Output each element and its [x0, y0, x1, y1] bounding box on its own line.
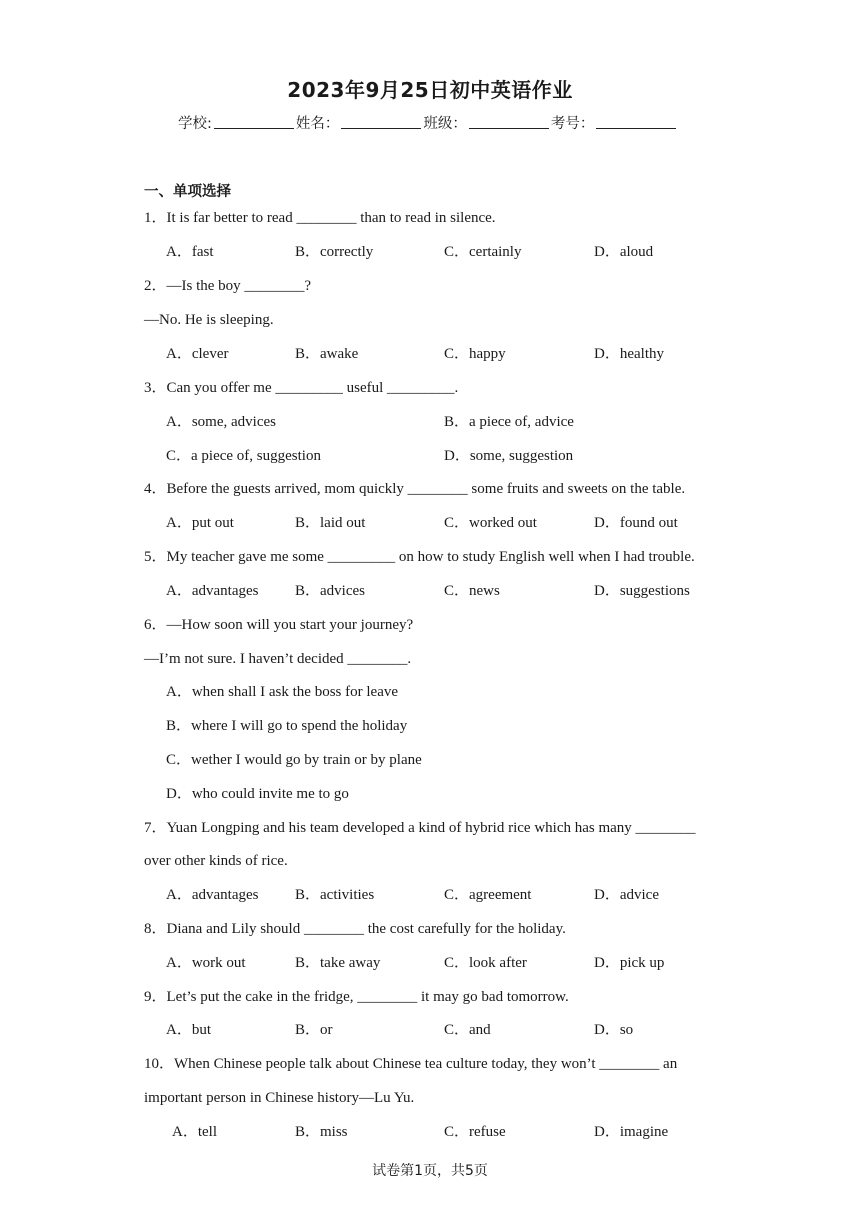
q3-option-b[interactable]: B．a piece of, advice: [444, 414, 574, 430]
question-5-text: 5．My teacher gave me some _________ on how to study English well when I had trouble.: [144, 549, 695, 565]
q2-option-d[interactable]: D．healthy: [594, 346, 664, 362]
q9-option-b[interactable]: B．or: [295, 1022, 333, 1038]
q5-option-d[interactable]: D．suggestions: [594, 583, 690, 599]
school-label: 学校:: [178, 116, 212, 132]
q5-option-a[interactable]: A．advantages: [166, 583, 259, 599]
q9-option-d[interactable]: D．so: [594, 1022, 634, 1038]
question-9-text: 9．Let’s put the cake in the fridge, ________ it may go bad tomorrow.: [144, 989, 569, 1005]
question-7-text: 7．Yuan Longping and his team developed a kind of hybrid rice which has many ________: [144, 820, 696, 836]
name-blank[interactable]: [341, 114, 421, 129]
q9-option-c[interactable]: C．and: [444, 1022, 491, 1038]
page-footer: 试卷第1页，共5页: [372, 1163, 488, 1179]
q10-option-a[interactable]: A．tell: [172, 1124, 217, 1140]
q8-option-c[interactable]: C．look after: [444, 955, 527, 971]
question-3-text: 3．Can you offer me _________ useful _________.: [144, 380, 459, 396]
q10-option-c[interactable]: C．refuse: [444, 1124, 506, 1140]
q6-option-d[interactable]: D．who could invite me to go: [166, 786, 349, 802]
exam-id-label: 考号：: [550, 116, 595, 132]
school-blank[interactable]: [214, 114, 294, 129]
q2-option-b[interactable]: B．awake: [295, 346, 359, 362]
question-1-text: 1．It is far better to read ________ than to read in silence.: [144, 210, 496, 226]
section-title: 一、单项选择: [144, 184, 231, 200]
q1-option-b[interactable]: B．correctly: [295, 244, 374, 260]
q4-option-a[interactable]: A．put out: [166, 515, 234, 531]
page-title: 2023年9月25日初中英语作业: [287, 78, 573, 102]
q4-option-d[interactable]: D．found out: [594, 515, 678, 531]
q4-option-b[interactable]: B．laid out: [295, 515, 366, 531]
question-2-text: 2．—Is the boy ________?: [144, 278, 312, 294]
question-10-text: 10．When Chinese people talk about Chinese tea culture today, they won’t ________ an: [144, 1056, 678, 1072]
question-2-text-line2: —No. He is sleeping.: [144, 312, 274, 328]
q1-option-a[interactable]: A．fast: [166, 244, 214, 260]
name-label: 姓名：: [295, 116, 340, 132]
question-4-text: 4．Before the guests arrived, mom quickly ________ some fruits and sweets on the table.: [144, 481, 686, 497]
q3-option-d[interactable]: D．some, suggestion: [444, 448, 574, 464]
question-10-text-line2: important person in Chinese history—Lu Yu.: [144, 1090, 415, 1106]
q1-option-c[interactable]: C．certainly: [444, 244, 522, 260]
q7-option-a[interactable]: A．advantages: [166, 887, 259, 903]
question-6-text: 6．—How soon will you start your journey?: [144, 617, 414, 633]
q8-option-b[interactable]: B．take away: [295, 955, 381, 971]
q4-option-c[interactable]: C．worked out: [444, 515, 537, 531]
q5-option-b[interactable]: B．advices: [295, 583, 365, 599]
student-info-line: [178, 112, 678, 133]
q8-option-d[interactable]: D．pick up: [594, 955, 665, 971]
q7-option-c[interactable]: C．agreement: [444, 887, 532, 903]
class-label: 班级：: [423, 116, 467, 132]
q3-option-c[interactable]: C．a piece of, suggestion: [166, 448, 321, 464]
question-7-text-line2: over other kinds of rice.: [144, 853, 288, 869]
class-blank[interactable]: [469, 114, 549, 129]
q7-option-d[interactable]: D．advice: [594, 887, 659, 903]
q3-option-a[interactable]: A．some, advices: [166, 414, 276, 430]
q10-option-d[interactable]: D．imagine: [594, 1124, 669, 1140]
exam-id-blank[interactable]: [596, 114, 676, 129]
question-8-text: 8．Diana and Lily should ________ the cost carefully for the holiday.: [144, 921, 566, 937]
q6-option-c[interactable]: C．wether I would go by train or by plane: [166, 752, 422, 768]
q5-option-c[interactable]: C．news: [444, 583, 500, 599]
q6-option-b[interactable]: B．where I will go to spend the holiday: [166, 718, 408, 734]
q9-option-a[interactable]: A．but: [166, 1022, 212, 1038]
q2-option-c[interactable]: C．happy: [444, 346, 506, 362]
q10-option-b[interactable]: B．miss: [295, 1124, 348, 1140]
q6-option-a[interactable]: A．when shall I ask the boss for leave: [166, 684, 399, 700]
question-6-text-line2: —I’m not sure. I haven’t decided ________.: [144, 651, 412, 667]
q8-option-a[interactable]: A．work out: [166, 955, 246, 971]
q1-option-d[interactable]: D．aloud: [594, 244, 654, 260]
q7-option-b[interactable]: B．activities: [295, 887, 375, 903]
q2-option-a[interactable]: A．clever: [166, 346, 229, 362]
